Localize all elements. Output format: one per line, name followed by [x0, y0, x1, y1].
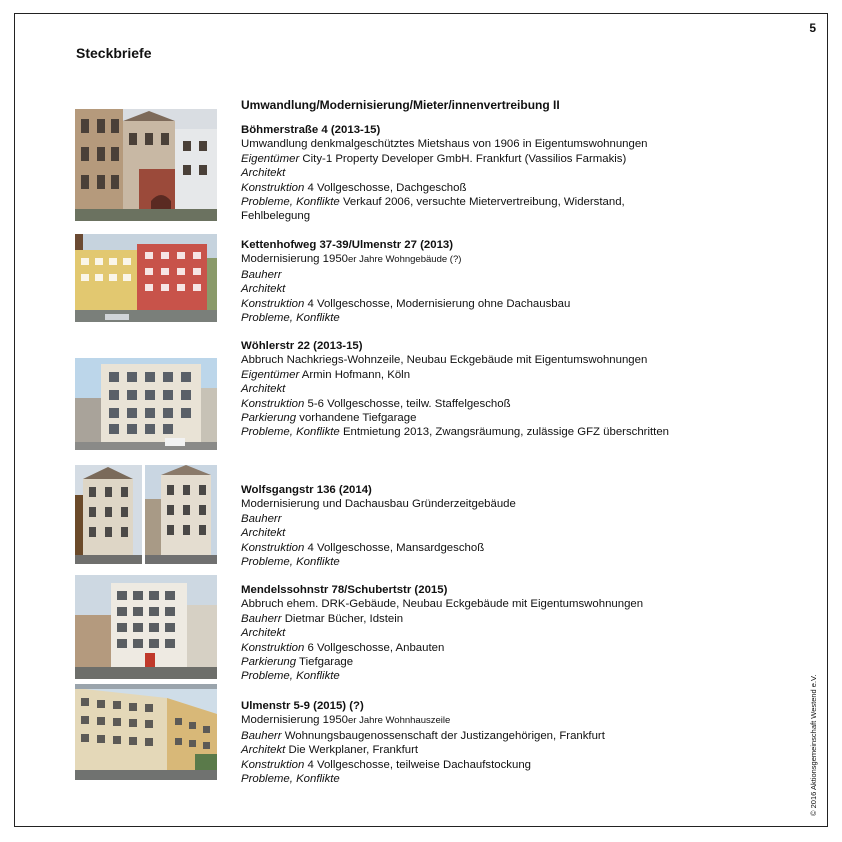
architect-value: Die Werkplaner, Frankfurt	[285, 744, 419, 757]
entry-problems	[241, 311, 681, 325]
entry-construction	[241, 397, 681, 411]
construction-value: 4 Vollgeschosse, teilweise Dachaufstockung	[304, 758, 532, 771]
photo-wolfsgangstrasse-left	[75, 465, 142, 564]
entry-wolfsgangstrasse	[241, 483, 681, 569]
builder-label: Bauherr	[241, 268, 282, 281]
entry-ulmenstrasse	[241, 699, 681, 786]
photo-woehlerstrasse	[75, 358, 217, 450]
construction-label: Konstruktion	[241, 641, 305, 654]
section-title: Steckbriefe	[76, 45, 152, 61]
construction-label: Konstruktion	[241, 758, 305, 771]
entry-title: Kettenhofweg 37-39/Ulmenstr 27 (2013)	[241, 239, 454, 251]
entry-boehmerstrasse	[241, 123, 681, 224]
entry-title: Wöhlerstr 22 (2013-15)	[241, 340, 363, 352]
entry-owner	[241, 368, 681, 382]
description-main: Modernisierung 1950	[241, 714, 349, 727]
builder-label: Bauherr	[241, 729, 282, 742]
problems-value: Entmietung 2013, Zwangsräumung, zulässige GFZ überschritten	[339, 426, 670, 439]
problems-label: Probleme, Konflikte	[241, 773, 340, 786]
copyright-notice: © 2016 Aktionsgemeinschaft Westend e.V.	[809, 674, 818, 816]
parking-value: vorhandene Tiefgarage	[296, 412, 417, 425]
owner-label: Eigentümer	[241, 152, 300, 165]
construction-label: Konstruktion	[241, 541, 305, 554]
construction-value: 4 Vollgeschosse, Dachgeschoß	[304, 181, 467, 194]
photo-ulmenstrasse	[75, 684, 217, 780]
photo-boehmerstrasse	[75, 109, 217, 221]
description-main: Modernisierung 1950	[241, 253, 349, 266]
entry-architect	[241, 526, 681, 540]
photo-kettenhofweg	[75, 234, 217, 322]
problems-value: Verkauf 2006, versuchte Mietervertreibung, Widerstand, Fehlbelegung	[241, 196, 625, 223]
construction-value: 4 Vollgeschosse, Modernisierung ohne Dachausbau	[304, 297, 571, 310]
entry-parking	[241, 655, 681, 669]
parking-value: Tiefgarage	[296, 656, 354, 669]
entry-description: Modernisierung und Dachausbau Gründerzeitgebäude	[241, 498, 516, 511]
problems-label: Probleme, Konflikte	[241, 670, 340, 683]
owner-value: Armin Hofmann, Köln	[299, 368, 411, 381]
entry-description	[241, 252, 681, 267]
construction-value: 6 Vollgeschosse, Anbauten	[304, 641, 445, 654]
entry-problems	[241, 555, 681, 569]
entry-problems	[241, 195, 681, 224]
entry-mendelssohnstrasse	[241, 583, 681, 684]
architect-label: Architekt	[241, 744, 286, 757]
entry-parking	[241, 411, 681, 425]
entry-title: Ulmenstr 5-9 (2015) (?)	[241, 700, 364, 712]
problems-label: Probleme, Konflikte	[241, 196, 340, 209]
entry-construction	[241, 181, 681, 195]
main-heading: Umwandlung/Modernisierung/Mieter/innenvertreibung II	[241, 98, 560, 112]
entry-description: Abbruch Nachkriegs-Wohnzeile, Neubau Eckgebäude mit Eigentumswohnungen	[241, 354, 648, 367]
photo-wolfsgangstrasse-right	[145, 465, 217, 564]
entry-description	[241, 713, 681, 728]
description-small: er Jahre Wohnhauszeile	[348, 715, 451, 727]
parking-label: Parkierung	[241, 656, 297, 669]
architect-label: Architekt	[241, 283, 286, 296]
problems-label: Probleme, Konflikte	[241, 426, 340, 439]
architect-label: Architekt	[241, 627, 286, 640]
entry-description: Umwandlung denkmalgeschütztes Mietshaus von 1906 in Eigentumswohnungen	[241, 138, 648, 151]
entry-architect	[241, 743, 681, 757]
entry-construction	[241, 641, 681, 655]
builder-value: Wohnungsbaugenossenschaft der Justizangehörigen, Frankfurt	[281, 729, 605, 742]
entry-woehlerstrasse	[241, 339, 681, 440]
owner-value: City-1 Property Developer GmbH. Frankfurt (Vassilios Farmakis)	[299, 152, 627, 165]
architect-label: Architekt	[241, 167, 286, 180]
entry-architect	[241, 282, 681, 296]
owner-label: Eigentümer	[241, 368, 300, 381]
construction-label: Konstruktion	[241, 397, 305, 410]
entry-kettenhofweg	[241, 238, 681, 325]
entry-builder	[241, 268, 681, 282]
entry-problems	[241, 772, 681, 786]
entry-builder	[241, 729, 681, 743]
builder-label: Bauherr	[241, 612, 282, 625]
construction-value: 5-6 Vollgeschosse, teilw. Staffelgeschoß	[304, 397, 511, 410]
entry-builder	[241, 612, 681, 626]
entry-description: Abbruch ehem. DRK-Gebäude, Neubau Eckgebäude mit Eigentumswohnungen	[241, 598, 644, 611]
builder-label: Bauherr	[241, 512, 282, 525]
problems-label: Probleme, Konflikte	[241, 312, 340, 325]
parking-label: Parkierung	[241, 412, 297, 425]
entry-problems	[241, 669, 681, 683]
builder-value: Dietmar Bücher, Idstein	[281, 612, 404, 625]
page-number: 5	[809, 21, 816, 35]
construction-label: Konstruktion	[241, 181, 305, 194]
architect-label: Architekt	[241, 527, 286, 540]
construction-label: Konstruktion	[241, 297, 305, 310]
entry-architect	[241, 626, 681, 640]
entry-title: Wolfsgangstr 136 (2014)	[241, 484, 372, 496]
entry-owner	[241, 152, 681, 166]
entry-title: Böhmerstraße 4 (2013-15)	[241, 124, 381, 136]
entry-title: Mendelssohnstr 78/Schubertstr (2015)	[241, 584, 448, 596]
entry-construction	[241, 297, 681, 311]
description-small: er Jahre Wohngebäude (?)	[348, 254, 462, 266]
problems-label: Probleme, Konflikte	[241, 556, 340, 569]
entry-construction	[241, 541, 681, 555]
photo-mendelssohnstrasse	[75, 575, 217, 679]
entry-architect	[241, 166, 681, 180]
construction-value: 4 Vollgeschosse, Mansardgeschoß	[304, 541, 485, 554]
entry-construction	[241, 758, 681, 772]
entry-architect	[241, 382, 681, 396]
entry-builder	[241, 512, 681, 526]
architect-label: Architekt	[241, 383, 286, 396]
entry-problems	[241, 425, 681, 439]
